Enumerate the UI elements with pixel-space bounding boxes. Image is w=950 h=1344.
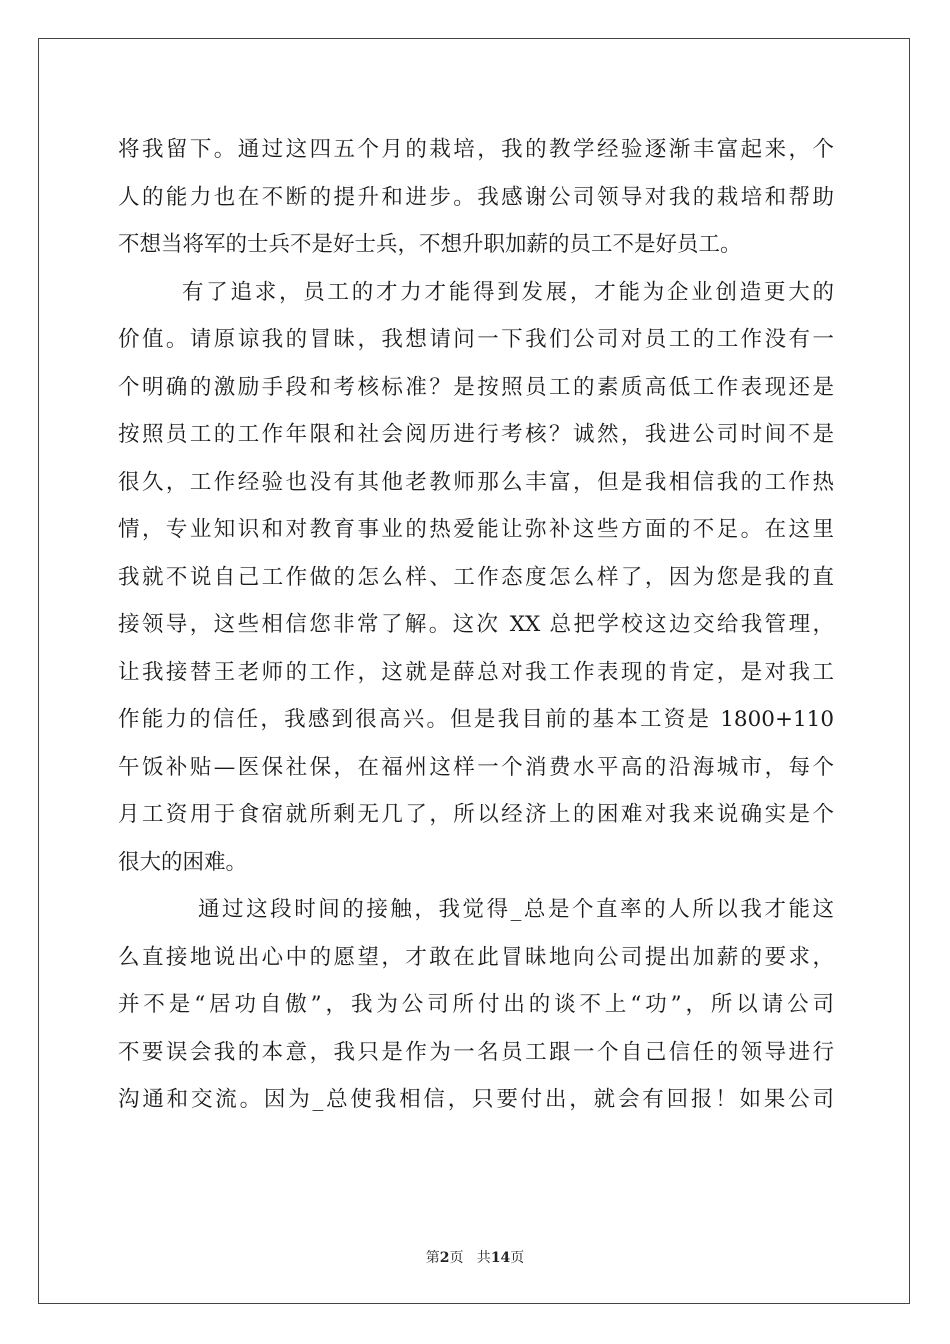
text-line: 不要误会我的本意，我只是作为一名员工跟一个自己信任的领导进行 [118, 1039, 834, 1065]
current-page-number: 2 [439, 1250, 450, 1266]
text-line: 午饭补贴—医保社保，在福州这样一个消费水平高的沿海城市，每个 [118, 754, 834, 780]
text-line: 很久，工作经验也没有其他老教师那么丰富，但是我相信我的工作热 [118, 469, 834, 495]
text-line: 作能力的信任，我感到很高兴。但是我目前的基本工资是 1800+110 [118, 707, 834, 732]
text-line: 按照员工的工作年限和社会阅历进行考核？诚然，我进公司时间不是 [118, 422, 834, 447]
document-body [118, 126, 834, 1124]
paragraph-first-line: 有了追求，员工的才力才能得到发展，才能为企业创造更大的 [182, 279, 834, 305]
text-line: 接领导，这些相信您非常了解。这次 XX 总把学校这边交给我管理， [118, 612, 834, 637]
text-line: 个明确的激励手段和考核标准？是按照员工的素质高低工作表现还是 [118, 374, 834, 400]
page-label-suffix: 页 [510, 1250, 525, 1266]
text-line: 让我接替王老师的工作，这就是薛总对我工作表现的肯定，是对我工 [118, 659, 834, 685]
page-label-mid: 页 共 [449, 1250, 491, 1266]
text-line: 么直接地说出心中的愿望，才敢在此冒昧地向公司提出加薪的要求， [118, 944, 834, 970]
text-line: 沟通和交流。因为_总使我相信，只要付出，就会有回报！如果公司 [118, 1087, 834, 1112]
page-label-prefix: 第 [425, 1250, 440, 1266]
text-line: 人的能力也在不断的提升和进步。我感谢公司领导对我的栽培和帮助 [118, 184, 834, 210]
text-line: 情，专业知识和对教育事业的热爱能让弥补这些方面的不足。在这里 [118, 517, 834, 542]
text-line: 我就不说自己工作做的怎么样、工作态度怎么样了，因为您是我的直 [118, 564, 834, 590]
page-footer [0, 1247, 950, 1267]
text-line: 并不是“居功自傲”，我为公司所付出的谈不上“功”，所以请公司 [118, 992, 834, 1017]
paragraph-first-line: 通过这段时间的接触，我觉得_总是个直率的人所以我才能这 [198, 897, 834, 922]
text-line: 很大的困难。 [118, 849, 248, 875]
text-line: 将我留下。通过这四五个月的栽培，我的教学经验逐渐丰富起来，个 [118, 137, 834, 162]
total-page-count: 14 [490, 1250, 511, 1266]
text-line: 月工资用于食宿就所剩无几了，所以经济上的困难对我来说确实是个 [118, 802, 834, 827]
text-line: 价值。请原谅我的冒昧，我想请问一下我们公司对员工的工作没有一 [118, 327, 834, 352]
text-line: 不想当将军的士兵不是好士兵，不想升职加薪的员工不是好员工。 [118, 232, 742, 257]
